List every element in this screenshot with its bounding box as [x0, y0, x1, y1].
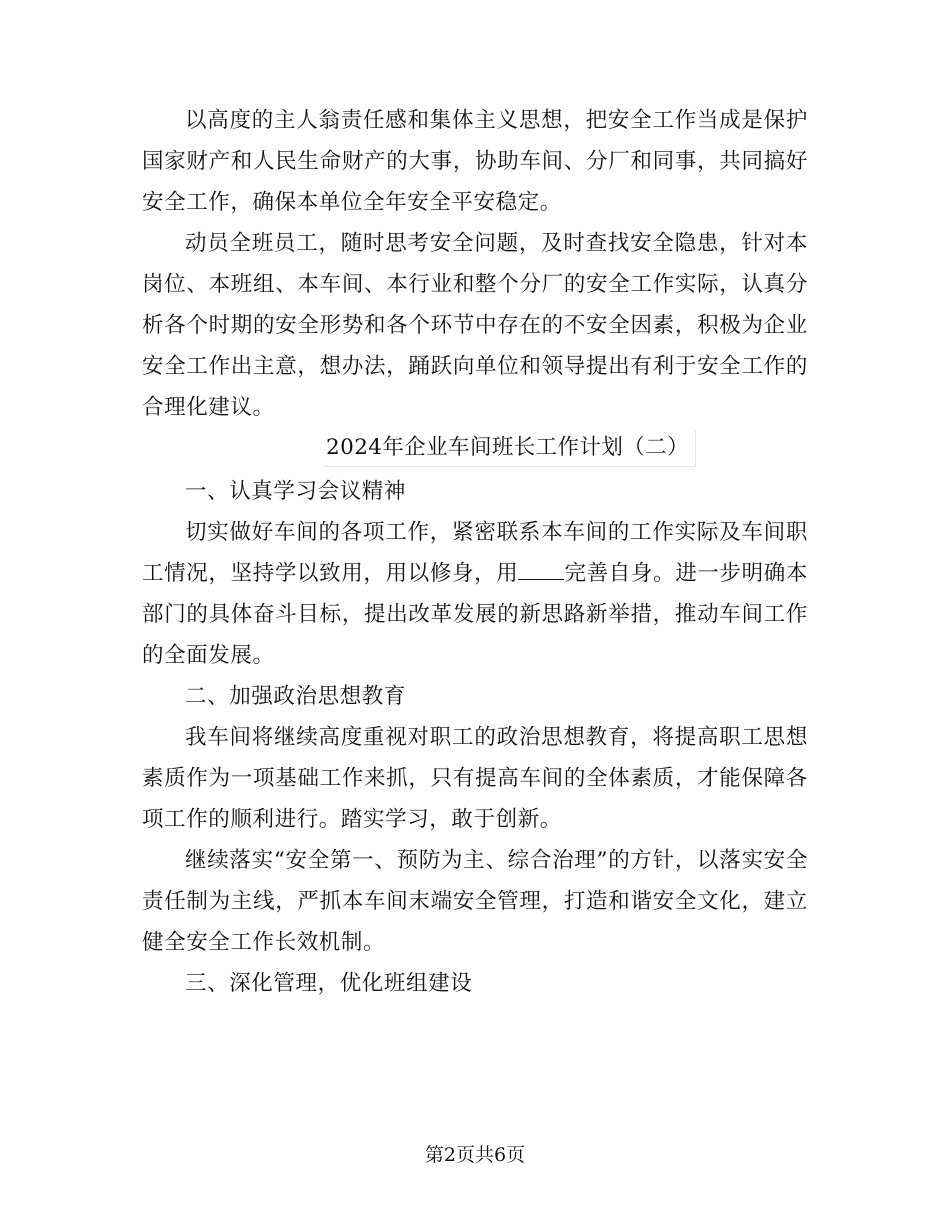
section-title: 2024年企业车间班长工作计划（二） [324, 430, 696, 467]
intro-paragraph-1: 以高度的主人翁责任感和集体主义思想，把安全工作当成是保护国家财产和人民生命财产的大事，协助车间、分厂和同事，共同搞好安全工作，确保本单位全年安全平安稳定。 [142, 108, 808, 215]
heading-deepen-management: 三、深化管理，优化班组建设 [185, 971, 473, 996]
document-page [142, 100, 808, 1004]
paragraph-study-meeting [142, 512, 808, 676]
heading-political-education: 二、加强政治思想教育 [185, 684, 407, 709]
paragraph-text-after-blank: 完善自身。进一步明确本部门的具体奋斗目标，提出改革发展的新思路新举措，推动车间工作的全面发展。 [142, 561, 809, 668]
heading-study-meeting: 一、认真学习会议精神 [185, 479, 407, 504]
paragraph-political-education: 我车间将继续高度重视对职工的政治思想教育，将提高职工思想素质作为一项基础工作来抓，只有提高车间的全体素质，才能保障各项工作的顺利进行。踏实学习，敢于创新。 [142, 725, 808, 832]
fill-in-blank [518, 557, 564, 580]
page-number-footer: 第2页共6页 [424, 1144, 526, 1166]
intro-paragraph-2: 动员全班员工，随时思考安全问题，及时查找安全隐患，针对本岗位、本班组、本车间、本行业和整个分厂的安全工作实际，认真分析各个时期的安全形势和各个环节中存在的不安全因素，积极为企业安全工作出主意，想办法，踊跃向单位和领导提出有利于安全工作的合理化建议。 [142, 231, 808, 420]
paragraph-safety-policy: 继续落实“安全第一、预防为主、综合治理”的方针，以落实安全责任制为主线，严抓本车间末端安全管理，打造和谐安全文化，建立健全安全工作长效机制。 [142, 848, 808, 955]
section-title-wrap [142, 430, 808, 471]
paragraph-text-before-blank: 切实做好车间的各项工作，紧密联系本车间的工作实际及车间职工情况，坚持学以致用，用以修身，用 [142, 520, 808, 586]
